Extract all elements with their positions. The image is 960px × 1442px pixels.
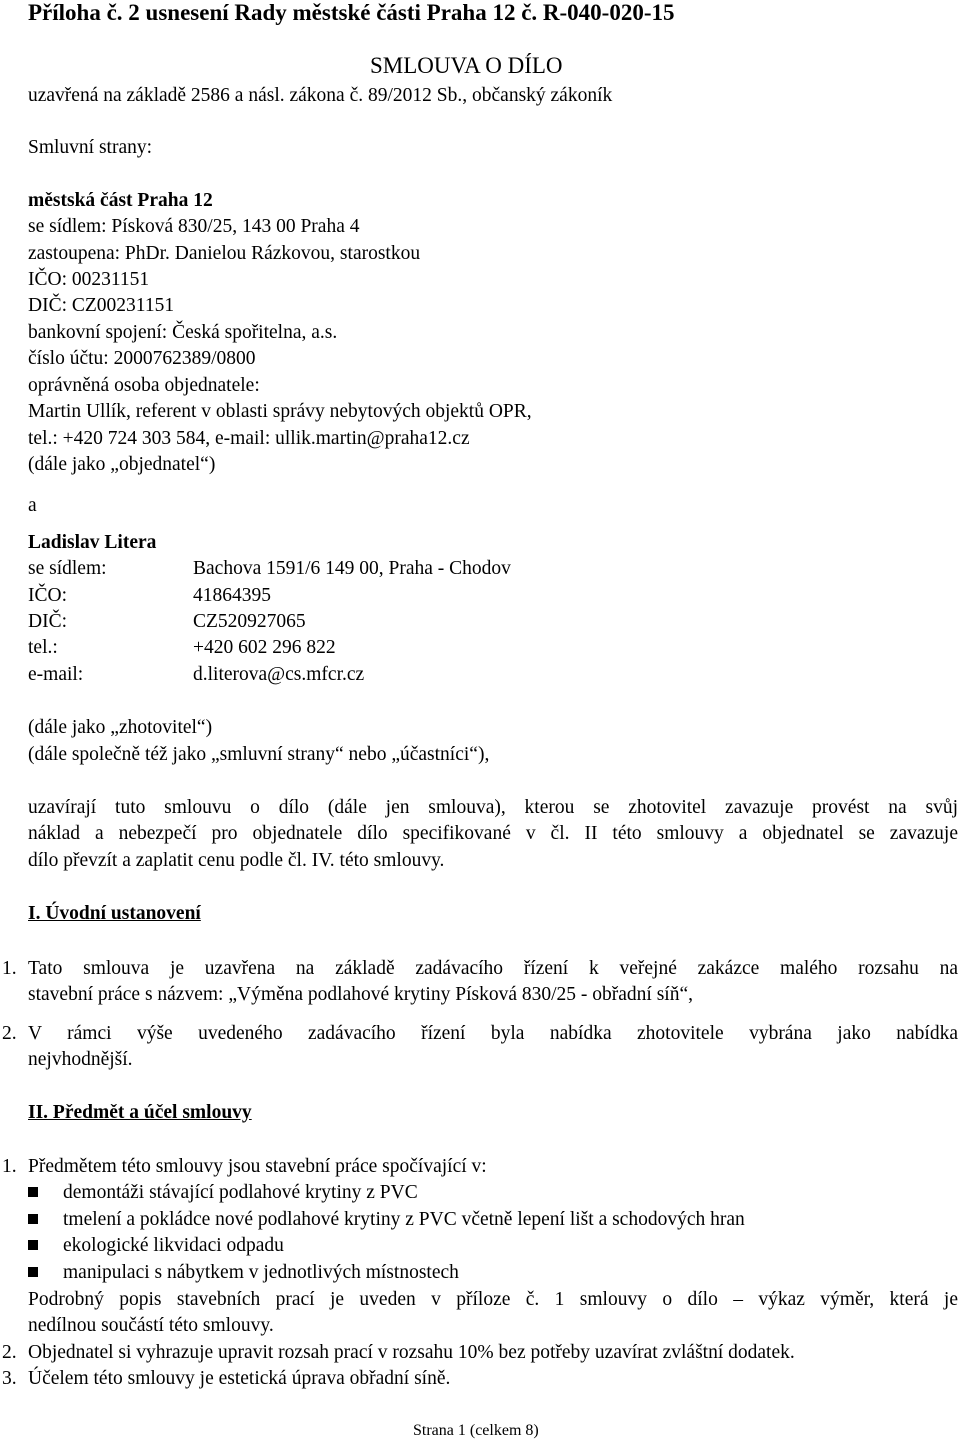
- bullet-item: manipulaci s nábytkem v jednotlivých místnostech: [63, 1262, 459, 1283]
- section-2-detail-line: nedílnou součástí této smlouvy.: [28, 1315, 274, 1336]
- document-subtitle: uzavřená na základě 2586 a násl. zákona č. 89/2012 Sb., občanský zákoník: [28, 85, 613, 106]
- section-1-item-1-line: Tato smlouva je uzavřena na základě zadávacího řízení k veřejné zakázce malého rozsahu na: [28, 958, 958, 979]
- contractor-row-value: d.literova@cs.mfcr.cz: [193, 664, 365, 685]
- client-ico: IČO: 00231151: [28, 269, 150, 290]
- client-dic: DIČ: CZ00231151: [28, 295, 175, 316]
- bullet-item: demontáži stávající podlahové krytiny z PVC: [63, 1182, 418, 1203]
- contractor-row: [28, 557, 511, 581]
- bullet-icon: [28, 1240, 38, 1250]
- item-number: 1.: [2, 958, 17, 979]
- contractor-row-value: +420 602 296 822: [193, 637, 336, 658]
- intro-line: dílo převzít a zaplatit cenu podle čl. IV. této smlouvy.: [28, 850, 445, 871]
- client-account: číslo účtu: 2000762389/0800: [28, 348, 256, 369]
- item-number: 2.: [2, 1342, 17, 1363]
- section-2-heading: II. Předmět a účel smlouvy: [28, 1102, 252, 1123]
- client-authorized: Martin Ullík, referent v oblasti správy nebytových objektů OPR,: [28, 401, 532, 422]
- client-bank: bankovní spojení: Česká spořitelna, a.s.: [28, 322, 338, 343]
- section-2-detail-line: Podrobný popis stavebních prací je uveden v příloze č. 1 smlouvy o dílo – výkaz výměr, která je: [28, 1289, 958, 1310]
- section-1-item-2-line: V rámci výše uvedeného zadávacího řízení byla nabídka zhotovitele vybrána jako nabídka: [28, 1023, 958, 1044]
- bullet-icon: [28, 1267, 38, 1277]
- contractor-row-label: se sídlem:: [28, 558, 107, 579]
- contractor-row-label: DIČ:: [28, 611, 67, 632]
- client-name: městská část Praha 12: [28, 190, 213, 211]
- client-contact: tel.: +420 724 303 584, e-mail: ullik.martin@praha12.cz: [28, 428, 470, 449]
- section-1-item-2-line: nejvhodnější.: [28, 1049, 133, 1070]
- contractor-row-value: Bachova 1591/6 149 00, Praha - Chodov: [193, 558, 511, 579]
- contractor-row: [28, 636, 336, 660]
- contractor-alias: (dále jako „zhotovitel“): [28, 717, 213, 738]
- contractor-row: [28, 663, 365, 687]
- item-number: 2.: [2, 1023, 17, 1044]
- parties-alias: (dále společně též jako „smluvní strany“ nebo „účastníci“),: [28, 744, 490, 765]
- client-alias: (dále jako „objednatel“): [28, 454, 216, 475]
- client-authorized-label: oprávněná osoba objednatele:: [28, 375, 260, 396]
- page-footer: Strana 1 (celkem 8): [413, 1422, 539, 1439]
- contractor-row-label: IČO:: [28, 585, 67, 606]
- section-1-item-1-line: stavební práce s názvem: „Výměna podlahové krytiny Písková 830/25 - obřadní síň“,: [28, 984, 693, 1005]
- contractor-row-label: tel.:: [28, 637, 58, 658]
- contractor-row: [28, 584, 271, 608]
- contractor-row-value: 41864395: [193, 585, 271, 606]
- bullet-icon: [28, 1214, 38, 1224]
- contractor-row: [28, 610, 306, 634]
- client-represented: zastoupena: PhDr. Danielou Rázkovou, starostkou: [28, 243, 421, 264]
- section-1-heading: I. Úvodní ustanovení: [28, 903, 201, 924]
- section-2-item-3: Účelem této smlouvy je estetická úprava obřadní síně.: [28, 1368, 451, 1389]
- item-number: 1.: [2, 1156, 17, 1177]
- and-conjunction: a: [28, 495, 37, 516]
- bullet-icon: [28, 1187, 38, 1197]
- document-title: SMLOUVA O DÍLO: [370, 53, 563, 78]
- document-header: Příloha č. 2 usnesení Rady městské části Praha 12 č. R-040-020-15: [28, 0, 675, 25]
- contractor-row-value: CZ520927065: [193, 611, 306, 632]
- contractor-name: Ladislav Litera: [28, 532, 157, 553]
- section-2-item-2: Objednatel si vyhrazuje upravit rozsah prací v rozsahu 10% bez potřeby uzavírat zvláštní dodatek.: [28, 1342, 795, 1363]
- intro-line: náklad a nebezpečí pro objednatele dílo specifikované v čl. II této smlouvy a objednatel se zavazuje: [28, 823, 958, 844]
- client-seat: se sídlem: Písková 830/25, 143 00 Praha 4: [28, 216, 360, 237]
- parties-label: Smluvní strany:: [28, 137, 153, 158]
- section-2-item-1: Předmětem této smlouvy jsou stavební práce spočívající v:: [28, 1156, 487, 1177]
- bullet-item: tmelení a pokládce nové podlahové krytiny z PVC včetně lepení lišt a schodových hran: [63, 1209, 745, 1230]
- item-number: 3.: [2, 1368, 17, 1389]
- bullet-item: ekologické likvidaci odpadu: [63, 1235, 284, 1256]
- contractor-row-label: e-mail:: [28, 664, 84, 685]
- intro-line: uzavírají tuto smlouvu o dílo (dále jen smlouva), kterou se zhotovitel zavazuje provést na svůj: [28, 797, 958, 818]
